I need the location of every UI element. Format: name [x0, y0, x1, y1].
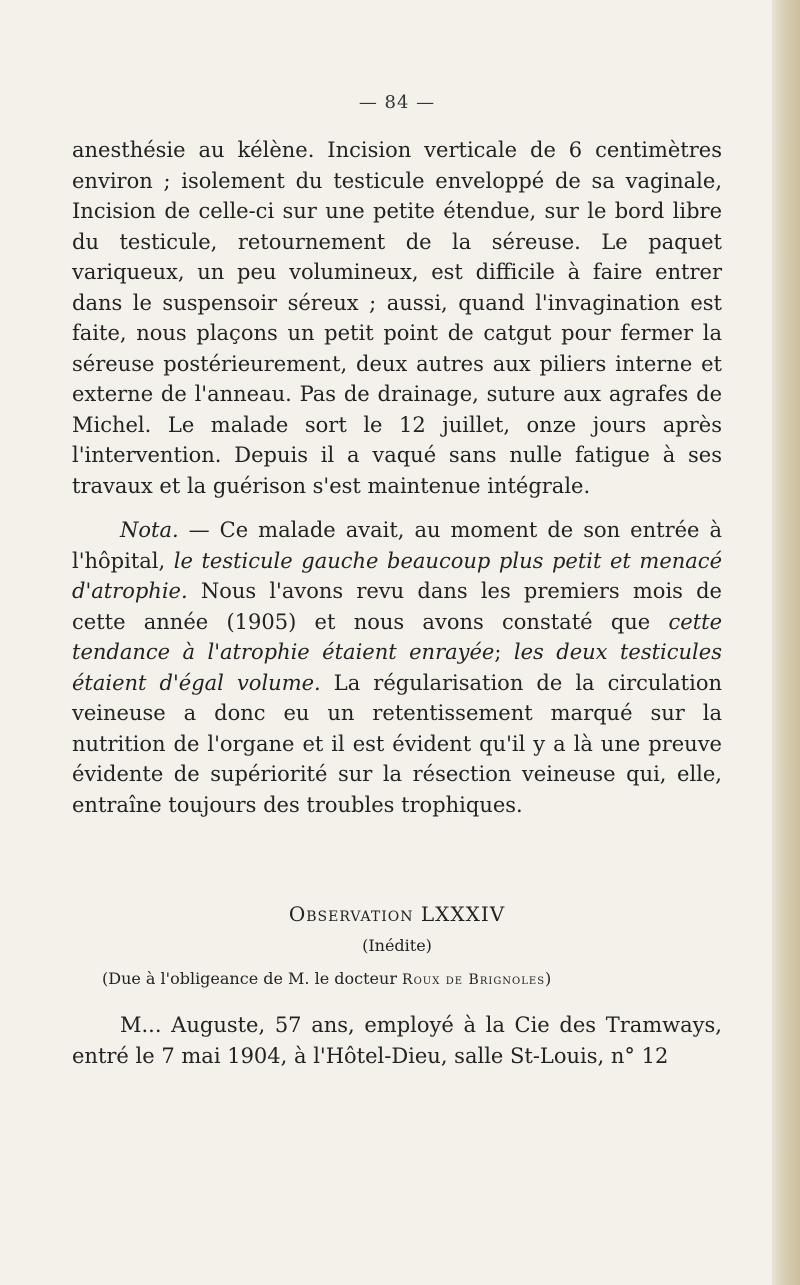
credit-prefix: (Due à l'obligeance de M. le docteur	[102, 969, 403, 988]
page-edge	[772, 0, 800, 1285]
page-content	[72, 92, 722, 1092]
observation-subtitle: (Inédite)	[362, 936, 432, 955]
nota-dash: —	[178, 518, 220, 542]
nota-italic-2: cette tendance à l'atrophie étaient enrayée	[72, 609, 722, 664]
observation-credit	[72, 969, 722, 988]
case-paragraph: M... Auguste, 57 ans, employé à la Cie des Tramways, entré le 7 mai 1904, à l'Hôtel-Dieu, salle St-Louis, n° 12	[72, 1013, 722, 1068]
observation-title: Observation LXXXIV	[288, 902, 506, 926]
nota-text-3: ;	[494, 640, 514, 664]
page-number: — 84 —	[358, 92, 436, 113]
nota-italic-3: les deux testicules étaient d'égal volume.	[72, 640, 722, 695]
nota-text-4: La régularisation de la circulation veineuse a donc eu un retentissement marqué sur la nutrition de l'organe et il est évident qu'il y a là une preuve évidente de supériorité sur la résection veineuse qui, elle, entraîne toujours des troubles trophiques.	[72, 670, 723, 817]
nota-italic-1: le testicule gauche beaucoup plus petit et menacé d'atrophie.	[72, 548, 722, 603]
credit-suffix: )	[545, 969, 552, 988]
nota-text-2: Nous l'avons revu dans les premiers mois de cette année (1905) et nous avons constaté que	[72, 579, 722, 634]
nota-paragraph	[72, 515, 722, 820]
nota-label: Nota.	[120, 518, 179, 542]
nota-text-1: Ce malade avait, au moment de son entrée à l'hôpital,	[72, 518, 722, 573]
credit-name: Roux de Brignoles	[402, 972, 546, 988]
paragraph-1: anesthésie au kélène. Incision verticale de 6 centimètres environ ; isolement du testicule enveloppé de sa vaginale, Incision de celle-ci sur une petite étendue, sur le bord libre du testicule, retournement de la séreuse. Le paquet variqueux, un peu volumineux, est difficile à faire entrer dans le suspensoir séreux ; aussi, quand l'invagination est faite, nous plaçons un petit point de catgut pour fermer la séreuse postérieurement, deux autres aux piliers interne et externe de l'anneau. Pas de drainage, suture aux agrafes de Michel. Le malade sort le 12 juillet, onze jours après l'intervention. Depuis il a vaqué sans nulle fatigue à ses travaux et la guérison s'est maintenue intégrale.	[72, 138, 722, 498]
